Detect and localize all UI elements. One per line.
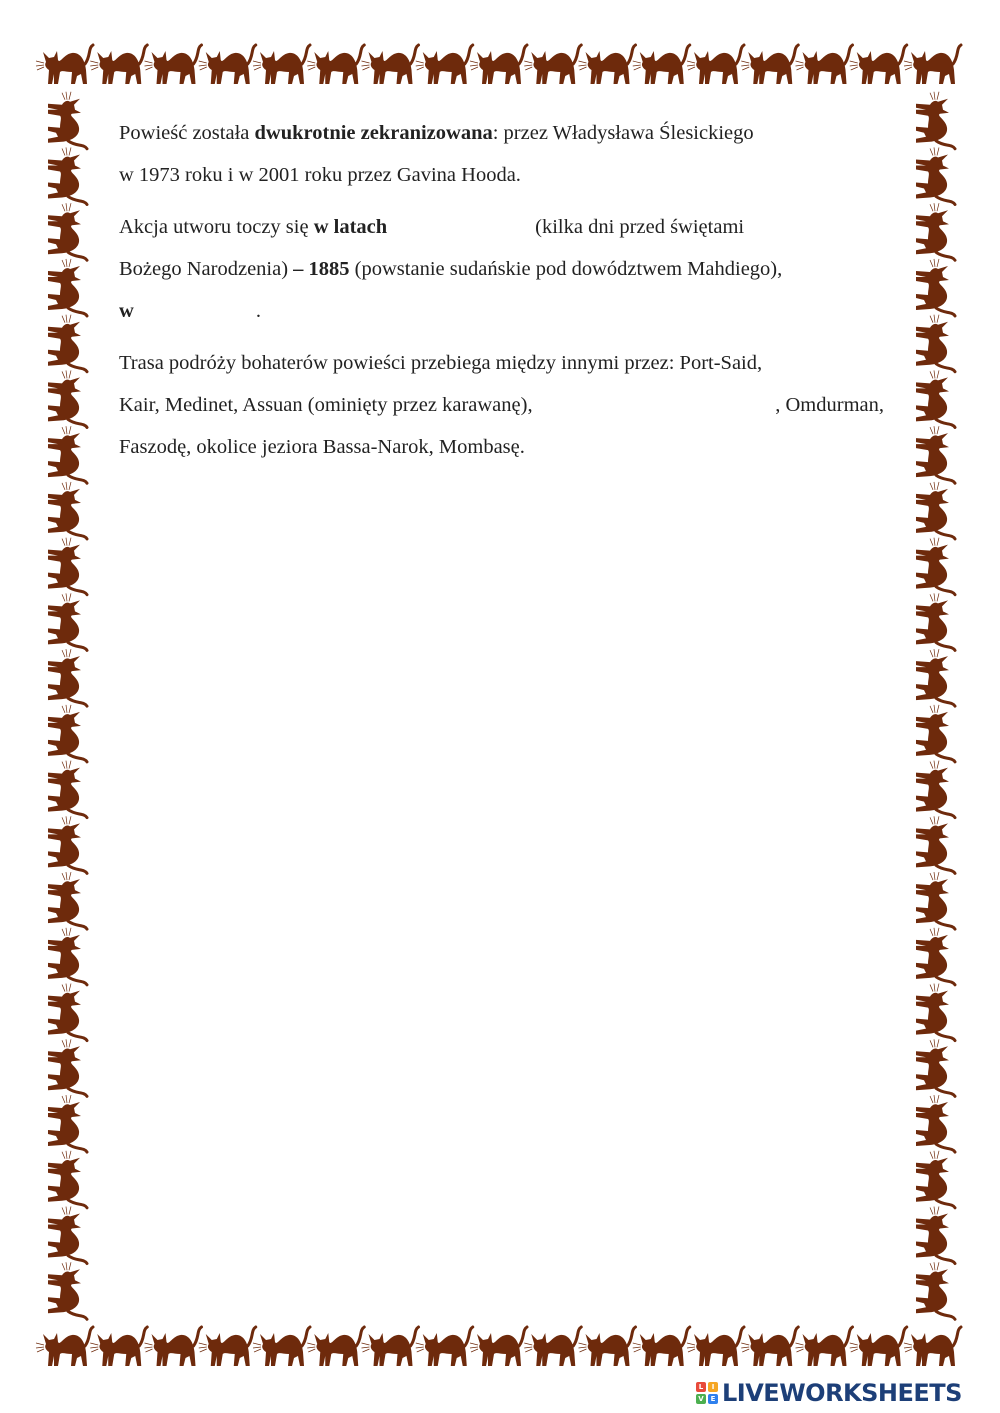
cat-silhouette-icon [916,1207,955,1264]
cat-silhouette-icon [916,928,955,985]
cat-silhouette-icon [741,45,798,84]
cat-silhouette-icon [48,1262,87,1319]
cat-silhouette-icon [48,1151,87,1208]
cat-silhouette-icon [48,928,87,985]
cat-silhouette-icon [48,482,87,539]
cat-silhouette-icon [307,1327,364,1366]
cat-silhouette-icon [48,315,87,372]
cat-silhouette-icon [796,45,853,84]
cat-silhouette-icon [199,45,256,84]
cat-silhouette-icon [48,203,87,260]
cat-silhouette-icon [90,45,147,84]
cat-silhouette-icon [48,872,87,929]
cat-silhouette-icon [48,147,87,204]
cat-silhouette-icon [524,45,581,84]
cat-silhouette-icon [916,147,955,204]
cat-silhouette-icon [916,259,955,316]
brand-name: LIVEWORKSHEETS [722,1379,962,1407]
cat-silhouette-icon [48,1095,87,1152]
cat-silhouette-icon [579,45,636,84]
liveworksheets-footer [696,1378,962,1408]
cat-silhouette-icon [48,259,87,316]
cat-silhouette-icon [416,1327,473,1366]
cat-silhouette-icon [916,426,955,483]
cat-silhouette-icon [48,705,87,762]
cat-silhouette-icon [904,45,961,84]
cat-silhouette-icon [362,1327,419,1366]
bold-phrase: dwukrotnie zekranizowana [254,122,493,144]
cat-silhouette-icon [48,984,87,1041]
cat-silhouette-icon [687,1327,744,1366]
cat-silhouette-icon [36,1327,93,1366]
cat-silhouette-icon [48,1207,87,1264]
cat-silhouette-icon [362,45,419,84]
cat-silhouette-icon [850,1327,907,1366]
cat-silhouette-icon [916,92,955,149]
cat-silhouette-icon [850,45,907,84]
cat-silhouette-icon [90,1327,147,1366]
worksheet-text [119,112,884,478]
paragraph-time-place: Akcja utworu toczy się w latach (kilka dni przed świętami Bożego Narodzenia) – 1885 (powstanie sudańskie pod dowództwem Mahdiego), w . [119,216,783,322]
cat-silhouette-icon [916,370,955,427]
cat-silhouette-icon [916,538,955,595]
cat-silhouette-icon [904,1327,961,1366]
cat-silhouette-icon [916,649,955,706]
cat-silhouette-icon [307,45,364,84]
cat-silhouette-icon [687,45,744,84]
cat-silhouette-icon [48,92,87,149]
paragraph-route: Trasa podróży bohaterów powieści przebiega między innymi przez: Port-Said, Kair, Medinet, Assuan (ominięty przez karawanę), , Omdurman, Faszodę, okolice jeziora Bassa-Narok, Mombasę. [119,352,884,458]
cat-silhouette-icon [916,1151,955,1208]
cat-silhouette-icon [579,1327,636,1366]
cat-silhouette-icon [48,761,87,818]
cat-silhouette-icon [48,370,87,427]
cat-silhouette-icon [470,1327,527,1366]
cat-silhouette-icon [470,45,527,84]
cat-silhouette-icon [633,45,690,84]
cat-silhouette-icon [916,593,955,650]
blank-city[interactable] [574,384,734,426]
cat-silhouette-icon [48,649,87,706]
cat-silhouette-icon [916,984,955,1041]
cat-silhouette-icon [253,45,310,84]
cat-silhouette-icon [48,1039,87,1096]
cat-silhouette-icon [741,1327,798,1366]
cat-silhouette-icon [916,1262,955,1319]
cat-silhouette-icon [416,45,473,84]
cat-silhouette-icon [253,1327,310,1366]
cat-silhouette-icon [916,1095,955,1152]
cat-silhouette-icon [524,1327,581,1366]
cat-silhouette-icon [916,203,955,260]
liveworksheets-logo-icon: L I V E [696,1382,718,1404]
cat-silhouette-icon [916,1039,955,1096]
cat-silhouette-icon [48,538,87,595]
cat-silhouette-icon [199,1327,256,1366]
cat-silhouette-icon [916,482,955,539]
cat-silhouette-icon [145,45,202,84]
cat-silhouette-icon [48,816,87,873]
cat-silhouette-icon [796,1327,853,1366]
cat-silhouette-icon [916,315,955,372]
paragraph-adaptations: Powieść została dwukrotnie zekranizowana: przez Władysława Ślesickiego w 1973 roku i w 2001 roku przez Gavina Hooda. [119,122,754,186]
cat-silhouette-icon [916,816,955,873]
cat-silhouette-icon [48,593,87,650]
cat-silhouette-icon [145,1327,202,1366]
cat-silhouette-icon [633,1327,690,1366]
cat-silhouette-icon [48,426,87,483]
cat-silhouette-icon [916,761,955,818]
cat-silhouette-icon [36,45,93,84]
cat-silhouette-icon [916,705,955,762]
cat-silhouette-icon [916,872,955,929]
